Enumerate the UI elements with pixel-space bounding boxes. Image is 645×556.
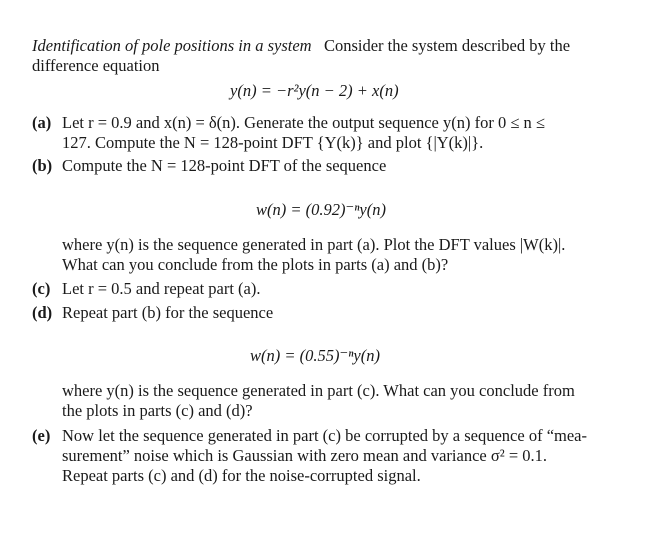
part-d-line2: where y(n) is the sequence generated in part (c). What can you conclude from xyxy=(62,381,575,400)
part-c-line1: Let r = 0.5 and repeat part (a). xyxy=(62,279,261,298)
problem-title: Identification of pole positions in a system xyxy=(32,36,312,55)
part-b-equation: w(n) = (0.92)⁻ⁿy(n) xyxy=(256,200,386,219)
part-a-line2: 127. Compute the N = 128-point DFT {Y(k)} and plot {|Y(k)|}. xyxy=(62,133,484,152)
part-e-label: (e) xyxy=(32,426,51,445)
part-b-line3: What can you conclude from the plots in parts (a) and (b)? xyxy=(62,255,449,274)
part-e-line1: Now let the sequence generated in part (c) be corrupted by a sequence of “mea- xyxy=(62,426,587,445)
part-d-line3: the plots in parts (c) and (d)? xyxy=(62,401,253,420)
part-d-equation: w(n) = (0.55)⁻ⁿy(n) xyxy=(250,346,380,365)
difference-equation: y(n) = −r²y(n − 2) + x(n) xyxy=(230,81,399,100)
part-c-label: (c) xyxy=(32,279,51,298)
part-e-line3: Repeat parts (c) and (d) for the noise-corrupted signal. xyxy=(62,466,421,485)
problem-intro-line2: difference equation xyxy=(32,56,160,75)
problem-intro-text: Consider the system described by the xyxy=(323,36,571,55)
part-b-line1: Compute the N = 128-point DFT of the sequence xyxy=(62,156,387,175)
part-a-label: (a) xyxy=(32,113,52,132)
problem-intro xyxy=(32,35,570,56)
part-b-label: (b) xyxy=(32,156,53,175)
part-e-line2: surement” noise which is Gaussian with zero mean and variance σ² = 0.1. xyxy=(62,446,548,465)
part-d-line1: Repeat part (b) for the sequence xyxy=(62,303,274,322)
part-d-label: (d) xyxy=(32,303,53,322)
part-b-line2: where y(n) is the sequence generated in part (a). Plot the DFT values |W(k)|. xyxy=(62,235,566,254)
part-a-line1: Let r = 0.9 and x(n) = δ(n). Generate the output sequence y(n) for 0 ≤ n ≤ xyxy=(62,113,545,132)
